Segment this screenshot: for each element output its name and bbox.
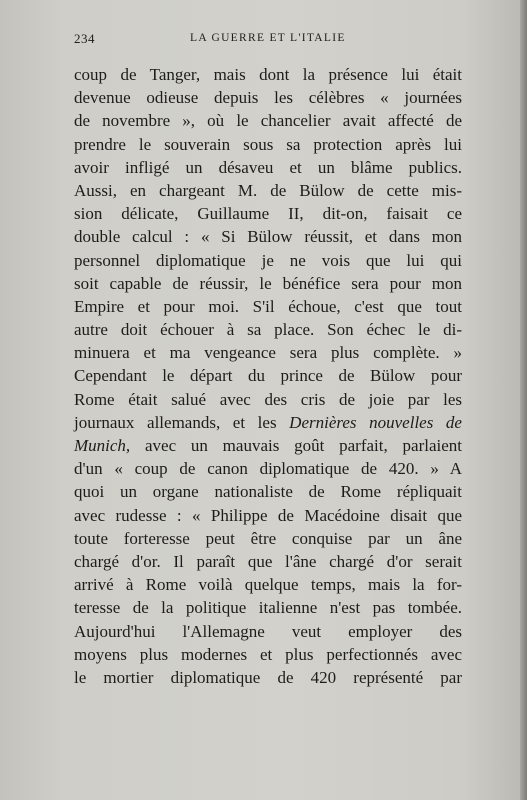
text-line: autre doit échouer à sa place. Son échec le di- [74,320,462,340]
text-line: Rome était salué avec des cris de joie par les [74,389,462,409]
body-text [74,63,462,689]
text-line: minuera et ma vengeance sera plus complète. » [74,343,462,363]
text-line: chargé d'or. Il paraît que l'âne chargé d'or serait [74,551,462,571]
text-line: Empire et pour moi. S'il échoue, c'est que tout [74,296,462,316]
text-line: le mortier diplomatique de 420 représenté par [74,667,462,687]
text-line: soit capable de réussir, le bénéfice sera pour mon [74,273,462,293]
italic-title: Munich, [74,436,131,455]
italic-title: Dernières nouvelles de [289,412,462,432]
text-line: Aussi, en chargeant M. de Bülow de cette mis- [74,180,462,200]
text-line: coup de Tanger, mais dont la présence lui était [74,65,462,84]
text-line: de novembre », où le chancelier avait affecté de [74,111,462,131]
page-edge-shadow [520,0,527,800]
page-number: 234 [74,31,95,46]
text-line: Cependant le départ du prince de Bülow pour [74,366,462,386]
page-header [74,31,462,49]
text-line: avoir infligé un désaveu et un blâme publics. [74,157,462,177]
text-line: prendre le souverain sous sa protection après lui [74,134,462,154]
text-line: personnel diplomatique je ne vois que lui qui [74,250,462,270]
text-line: toute forteresse peut être conquise par un âne [74,528,462,548]
text-line: d'un « coup de canon diplomatique de 420. » A [74,459,462,479]
running-head: LA GUERRE ET L'ITALIE [190,32,346,44]
text-line: double calcul : « Si Bülow réussit, et dans mon [74,227,462,247]
text-line: avec rudesse : « Philippe de Macédoine disait que [74,505,462,525]
text-line-with-italic [74,411,462,434]
text-line: sion délicate, Guillaume II, dit-on, faisait ce [74,204,462,224]
text-line: Aujourd'hui l'Allemagne veut employer des [74,621,462,641]
text-line: moyens plus modernes et plus perfectionnés avec [74,644,462,664]
text-segment: avec un mauvais goût parfait, parlaient [130,436,462,455]
text-line: teresse de la politique italienne n'est pas tombée. [74,598,462,618]
text-line-with-italic [74,434,462,457]
text-segment: journaux allemands, et les [74,412,290,432]
text-line: quoi un organe nationaliste de Rome répliquait [74,482,462,502]
text-line: arrivé à Rome voilà quelque temps, mais la for- [74,575,462,595]
text-line: devenue odieuse depuis les célèbres « journées [74,88,462,108]
